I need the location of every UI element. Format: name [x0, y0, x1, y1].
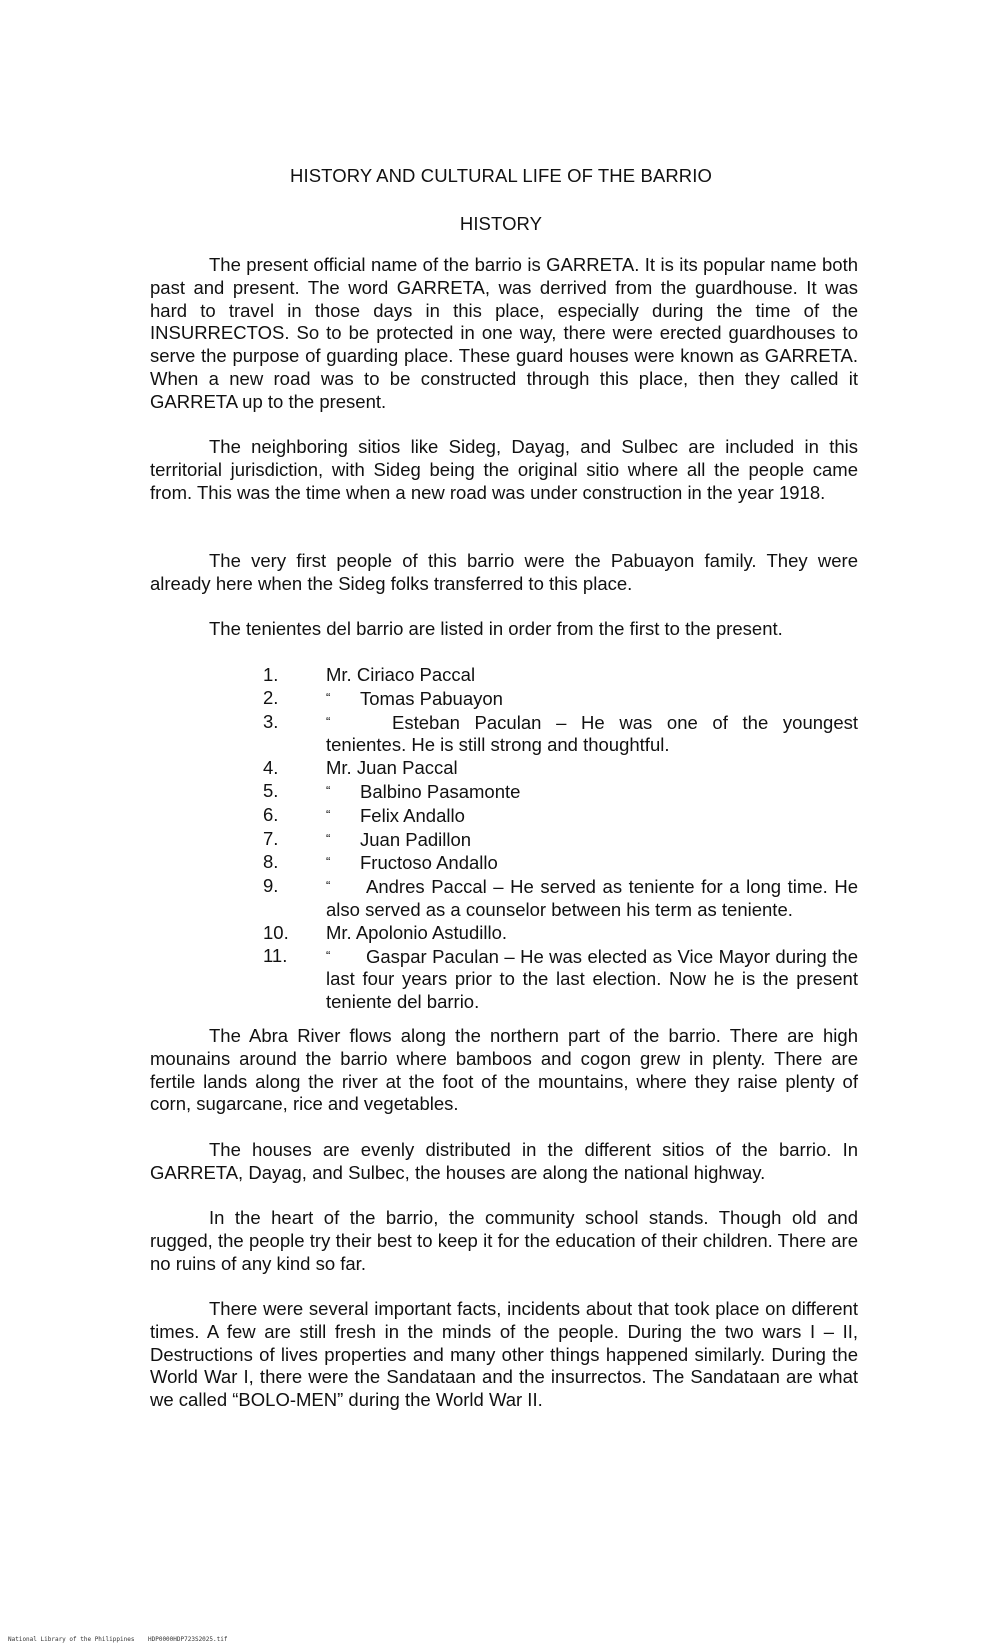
list-item-text: Balbino Pasamonte — [360, 780, 521, 802]
paragraph-barrio-name: The present official name of the barrio is GARRETA. It is its popular name both past and present. The word GARRETA, was derrived from the guardhouse. It was hard to travel in those days in this place, especially during the time of the INSURRECTOS. So to be protected in one way, there were erected guardhouses to serve the purpose of guarding place. These guard houses were known as GARRETA. When a new road was to be constructed through this place, then they called it GARRETA up to the present. — [150, 254, 858, 412]
footer-library-stamp: National Library of the Philippines — [8, 1636, 135, 1643]
paragraph-first-people: The very first people of this barrio were the Pabuayon family. They were already here when the Sideg folks transferred to this place. — [150, 550, 858, 594]
list-item — [263, 687, 858, 711]
ditto-mark: “ — [326, 947, 331, 963]
list-item-prefix: Mr. — [326, 757, 352, 779]
ditto-mark: “ — [326, 713, 331, 729]
paragraph-school: In the heart of the barrio, the community school stands. Though old and rugged, the people try their best to keep it for the education of their children. There are no ruins of any kind so far. — [150, 1207, 858, 1274]
list-item — [263, 922, 858, 945]
list-item — [263, 780, 858, 804]
paragraph-sitios: The neighboring sitios like Sideg, Dayag, and Sulbec are included in this territorial jurisdiction, with Sideg being the original sitio where all the people came from. This was the time when a new road was under construction in the year 1918. — [150, 436, 858, 503]
list-item-text: Juan Padillon — [360, 828, 472, 850]
list-item-number: 3. — [263, 710, 279, 732]
list-item-text: Tomas Pabuayon — [360, 687, 503, 709]
section-heading: HISTORY — [459, 213, 543, 234]
list-item-number: 10. — [263, 921, 289, 943]
list-item — [263, 828, 858, 852]
document-title: HISTORY AND CULTURAL LIFE OF THE BARRIO — [290, 165, 712, 186]
paragraph-houses: The houses are evenly distributed in the different sitios of the barrio. In GARRETA, Dayag, and Sulbec, the houses are along the national highway. — [150, 1139, 858, 1183]
paragraph-events: There were several important facts, incidents about that took place on different times. A few are still fresh in the minds of the people. During the two wars I – II, Destructions of lives properties and many other things happened similarly. During the World War I, there were the Sandataan and the insurrectos. The Sandataan are what we called “BOLO-MEN” during the World War II. — [150, 1298, 858, 1411]
list-item-text: Fructoso Andallo — [360, 852, 498, 874]
list-item-text: Ciriaco Paccal — [356, 664, 476, 685]
list-item-number: 1. — [263, 664, 279, 685]
ditto-mark: “ — [326, 878, 331, 894]
list-item-number: 9. — [263, 875, 279, 897]
list-item-text: Esteban Paculan – He was one of the youngest tenientes. He is still strong and thoughtful. — [326, 711, 858, 756]
list-item-number: 6. — [263, 803, 279, 825]
list-item-number: 2. — [263, 686, 279, 708]
list-item — [263, 711, 858, 758]
list-item-number: 8. — [263, 851, 279, 873]
ditto-mark: “ — [326, 782, 331, 798]
list-item-number: 11. — [263, 944, 288, 966]
list-item-text: Andres Paccal – He served as teniente for a long time. He also served as a counselor between his term as teniente. — [326, 876, 858, 920]
tenientes-list — [263, 664, 858, 1014]
list-item-text: Apolonio Astudillo. — [355, 921, 508, 943]
list-item-number: 7. — [263, 827, 279, 849]
list-item — [263, 851, 858, 875]
list-item-prefix: Mr. — [326, 921, 352, 943]
list-item-text: Gaspar Paculan – He was elected as Vice Mayor during the last four years prior to the last election. Now he is the present teniente del barrio. — [326, 945, 858, 1013]
list-item — [263, 945, 858, 1014]
list-item — [263, 664, 858, 687]
list-item — [263, 757, 858, 780]
ditto-mark: “ — [326, 806, 331, 822]
ditto-mark: “ — [326, 689, 331, 705]
footer-file-id: HDP0000HDP723S2025.tif — [148, 1636, 228, 1643]
paragraph-tenientes-intro: The tenientes del barrio are listed in order from the first to the present. — [209, 618, 783, 639]
list-item-number: 5. — [263, 779, 279, 801]
paragraph-geography: The Abra River flows along the northern part of the barrio. There are high mounains around the barrio where bamboos and cogon grew in plenty. There are fertile lands along the river at the foot of the mountains, where they raise plenty of corn, sugarcane, rice and vegetables. — [150, 1025, 858, 1115]
list-item-text: Juan Paccal — [356, 757, 458, 779]
ditto-mark: “ — [326, 854, 331, 870]
list-item — [263, 875, 858, 922]
list-item-text: Felix Andallo — [360, 804, 465, 826]
list-item-prefix: Mr. — [326, 664, 352, 685]
list-item — [263, 804, 858, 828]
ditto-mark: “ — [326, 830, 331, 846]
list-item-number: 4. — [263, 757, 279, 779]
